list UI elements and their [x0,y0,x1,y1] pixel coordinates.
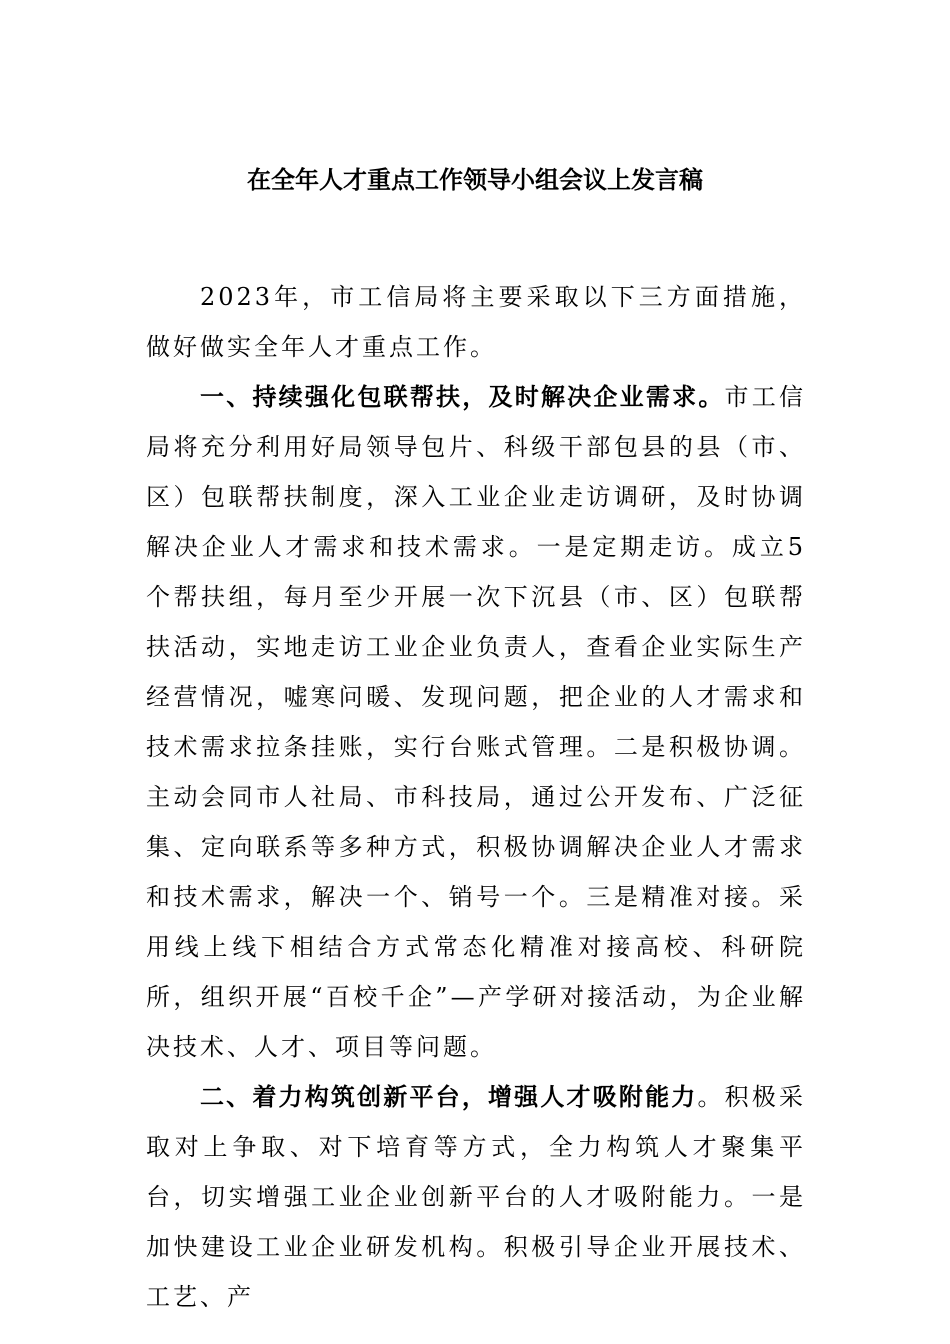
paragraph-intro [146,272,806,372]
paragraph-section-two [146,1072,806,1322]
paragraph-section-one [146,372,806,1072]
paragraph-heading: 一、持续强化包联帮扶，及时解决企业需求。 [200,383,725,411]
paragraph-text: 2023年，市工信局将主要采取以下三方面措施，做好做实全年人才重点工作。 [146,283,806,361]
paragraph-heading: 二、着力构筑创新平台，增强人才吸附能力 [200,1083,698,1111]
document-body [146,272,806,1322]
document-title: 在全年人才重点工作领导小组会议上发言稿 [247,166,703,194]
paragraph-text: 市工信局将充分利用好局领导包片、科级干部包县的县（市、区）包联帮扶制度，深入工业企业走访调研，及时协调解决企业人才需求和技术需求。一是定期走访。成立5个帮扶组，每月至少开展一次下沉县（市、区）包联帮扶活动，实地走访工业企业负责人，查看企业实际生产经营情况，嘘寒问暖、发现问题，把企业的人才需求和技术需求拉条挂账，实行台账式管理。二是积极协调。主动会同市人社局、市科技局，通过公开发布、广泛征集、定向联系等多种方式，积极协调解决企业人才需求和技术需求，解决一个、销号一个。三是精准对接。采用线上线下相结合方式常态化精准对接高校、科研院所，组织开展“百校千企”—产学研对接活动，为企业解决技术、人才、项目等问题。 [146,383,807,1061]
paragraph-text: 。积极采取对上争取、对下培育等方式，全力构筑人才聚集平台，切实增强工业企业创新平台的人才吸附能力。一是加快建设工业企业研发机构。积极引导企业开展技术、工艺、产 [146,1083,806,1311]
